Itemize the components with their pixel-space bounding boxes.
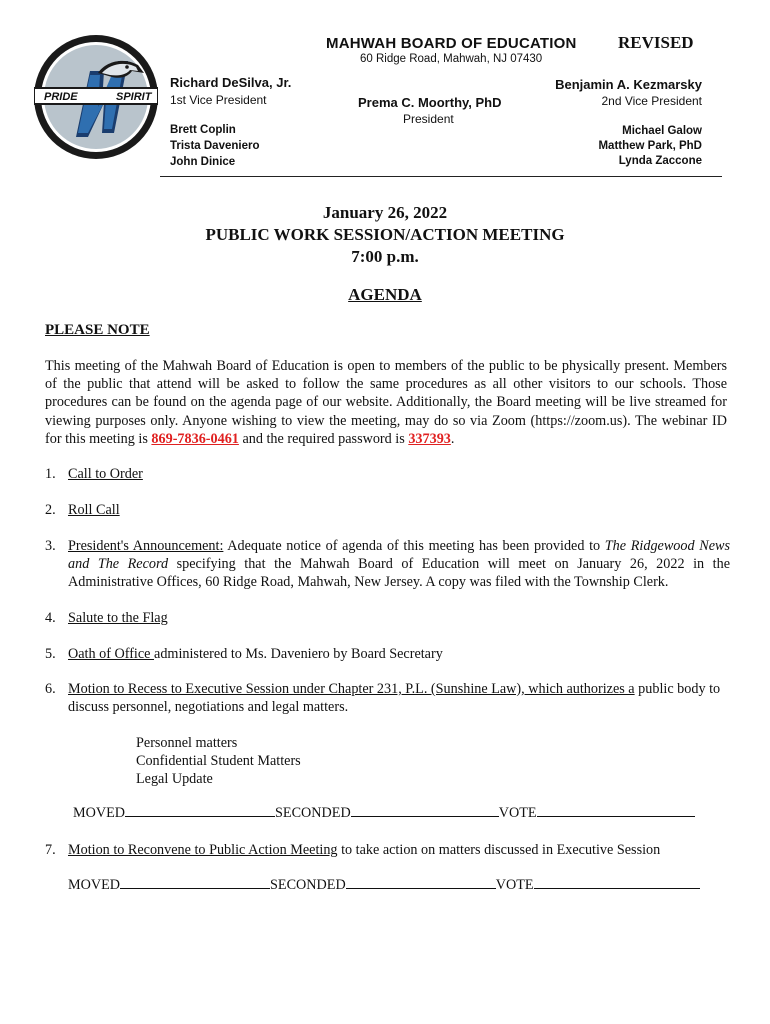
second-vice-president-name: Benjamin A. Kezmarsky <box>555 77 702 92</box>
org-name: MAHWAH BOARD OF EDUCATION <box>326 35 577 52</box>
agenda-item-presidents-announcement <box>45 537 730 592</box>
item-number: 7. <box>45 842 56 858</box>
seconded-blank[interactable] <box>346 876 496 889</box>
item-title: Salute to the Flag <box>68 610 168 626</box>
board-logo <box>32 33 160 161</box>
meeting-type: PUBLIC WORK SESSION/ACTION MEETING <box>205 225 565 244</box>
member-name: Trista Daveniero <box>170 140 260 152</box>
item-title: Motion to Recess to Executive Session under Chapter 231, P.L. (Sunshine Law), which authorizes a <box>68 681 635 697</box>
logo-right-text: SPIRIT <box>116 91 152 103</box>
note-text-3: . <box>450 430 455 447</box>
vote-line-item-7 <box>68 876 700 894</box>
org-address: 60 Ridge Road, Mahwah, NJ 07430 <box>360 53 543 65</box>
president-name: Prema C. Moorthy, PhD <box>358 95 502 110</box>
second-vice-president-title: 2nd Vice President <box>601 94 702 108</box>
item-title: President's Announcement: <box>68 538 224 554</box>
item-text: public body to discuss personnel, negotiations and legal matters. <box>68 681 721 716</box>
item-text: Adequate notice of agenda of this meeting has been provided to <box>223 538 605 554</box>
vote-label: VOTE <box>495 877 534 893</box>
member-name: Matthew Park, PhD <box>598 140 702 152</box>
executive-session-topics <box>136 734 301 788</box>
item-number: 6. <box>45 681 56 697</box>
agenda-item-call-to-order <box>45 465 730 483</box>
vote-label: VOTE <box>498 805 537 821</box>
list-item: Confidential Student Matters <box>136 753 301 769</box>
vote-blank[interactable] <box>534 876 700 889</box>
item-number: 5. <box>45 646 56 662</box>
item-title: Call to Order <box>68 466 143 482</box>
note-text-2: and the required password is <box>238 430 409 447</box>
item-title: Roll Call <box>68 502 120 518</box>
agenda-item-salute-to-flag <box>45 609 730 627</box>
vote-blank[interactable] <box>537 804 695 817</box>
agenda-item-reconvene <box>45 841 730 859</box>
item-title: Motion to Reconvene to Public Action Meeting <box>68 842 338 858</box>
please-note-heading: PLEASE NOTE <box>45 322 150 338</box>
meeting-date: January 26, 2022 <box>322 203 448 222</box>
list-item: Legal Update <box>136 771 213 787</box>
item-text: specifying that the Mahwah Board of Education will meet on January 26, 2022 in the Administrative Offices, 60 Ridge Road, Mahwah, New Jersey. A copy was filed with the Township Clerk. <box>68 556 730 591</box>
meeting-time: 7:00 p.m. <box>351 247 419 266</box>
right-member-list <box>598 124 702 169</box>
item-number: 2. <box>45 502 56 518</box>
item-newspapers: The Ridgewood News and The Record <box>68 538 730 573</box>
item-text: administered to Ms. Daveniero by Board Secretary <box>154 646 443 662</box>
header-divider <box>160 176 722 177</box>
item-title: Oath of Office <box>68 646 155 662</box>
item-number: 4. <box>45 610 56 626</box>
meeting-title-block <box>0 202 770 268</box>
first-vice-president-title: 1st Vice President <box>170 93 267 107</box>
agenda-item-roll-call <box>45 501 730 519</box>
moved-blank[interactable] <box>120 876 270 889</box>
member-name: Michael Galow <box>622 125 702 137</box>
list-item: Personnel matters <box>136 735 238 751</box>
eagle-n-logo-icon <box>32 33 160 161</box>
member-name: Brett Coplin <box>170 124 236 136</box>
item-text: to take action on matters discussed in Executive Session <box>337 842 661 858</box>
item-number: 3. <box>45 538 56 554</box>
vote-line-item-6 <box>73 804 695 822</box>
member-name: Lynda Zaccone <box>618 155 702 167</box>
item-number: 1. <box>45 466 56 482</box>
agenda-item-oath-of-office <box>45 645 730 663</box>
first-vice-president-name: Richard DeSilva, Jr. <box>170 75 292 90</box>
moved-label: MOVED <box>68 877 121 893</box>
please-note-text <box>45 357 727 448</box>
member-name: John Dinice <box>170 156 236 168</box>
seconded-blank[interactable] <box>351 804 499 817</box>
seconded-label: SECONDED <box>270 877 346 893</box>
moved-blank[interactable] <box>125 804 275 817</box>
webinar-password: 337393 <box>408 430 451 447</box>
note-text-1: This meeting of the Mahwah Board of Education is open to members of the public to be physically present. Members of the public that attend will be asked to follow the same procedures as all other visitors to our schools. Those procedures can be found on the agenda page of our website. Additionally, the Board meeting will be live streamed for viewing purposes only. Anyone wishing to view the meeting, may do so via Zoom (https://zoom.us). The webinar ID for this meeting is <box>45 358 727 447</box>
agenda-item-executive-session <box>45 680 730 716</box>
revised-label: REVISED <box>618 33 694 52</box>
left-member-list <box>170 122 259 170</box>
logo-left-text: PRIDE <box>44 91 78 103</box>
webinar-id: 869-7836-0461 <box>151 430 239 447</box>
agenda-heading: AGENDA <box>348 285 422 304</box>
seconded-label: SECONDED <box>275 805 351 821</box>
president-title: President <box>403 112 454 126</box>
moved-label: MOVED <box>73 805 126 821</box>
